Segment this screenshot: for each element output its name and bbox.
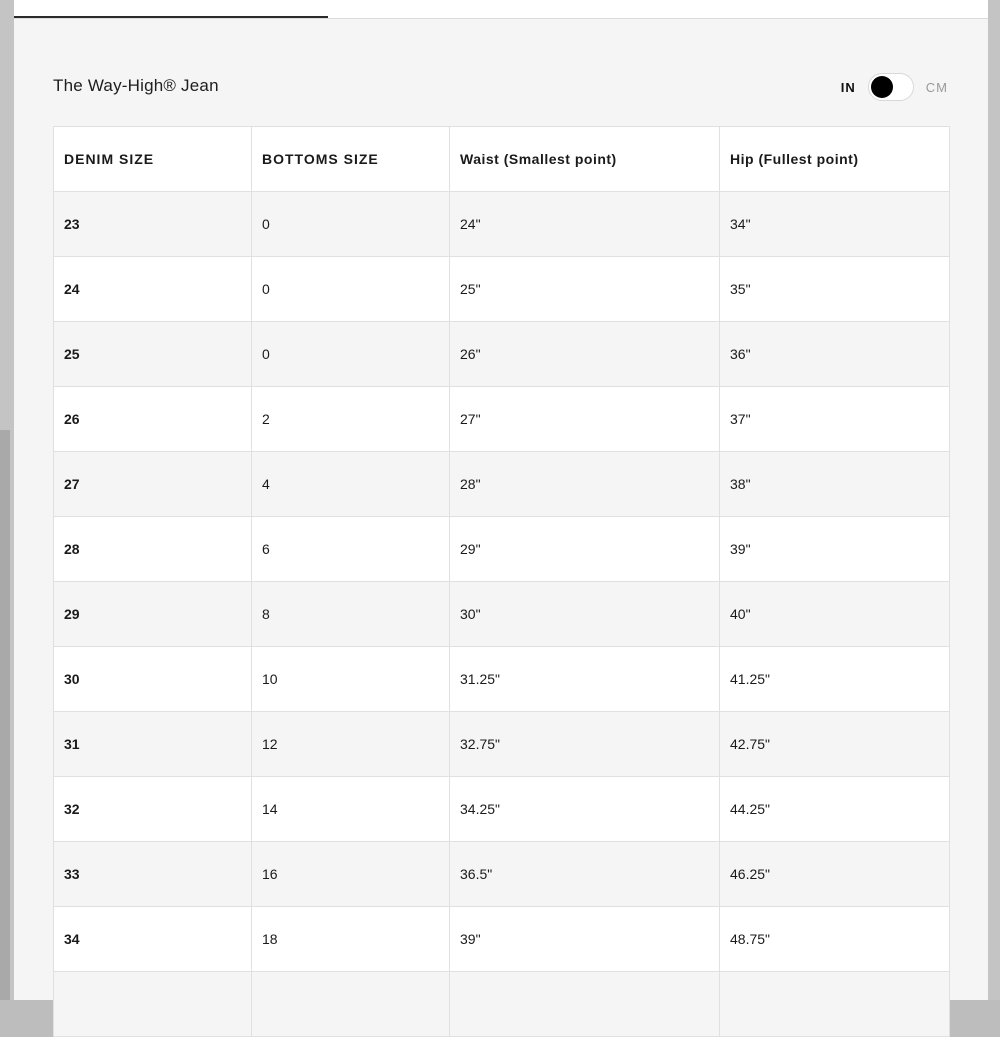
header-denim-size: DENIM SIZE [54, 127, 252, 192]
hip-cell [720, 972, 950, 1037]
bottoms-size-cell: 8 [252, 582, 450, 647]
denim-size-cell: 34 [54, 907, 252, 972]
unit-toggle [841, 72, 948, 102]
background-strip-left-lower [0, 430, 10, 1000]
table-row [54, 972, 950, 1037]
active-tab-underline[interactable] [14, 16, 328, 18]
size-chart-panel [14, 0, 988, 1000]
switch-knob [871, 76, 893, 98]
unit-switch[interactable] [868, 73, 914, 101]
hip-cell: 41.25" [720, 647, 950, 712]
denim-size-cell: 24 [54, 257, 252, 322]
waist-cell: 30" [450, 582, 720, 647]
table-row [54, 842, 950, 907]
bottoms-size-cell [252, 972, 450, 1037]
table-row [54, 907, 950, 972]
product-title: The Way-High® Jean [53, 76, 219, 95]
header-bottoms-size: BOTTOMS SIZE [252, 127, 450, 192]
denim-size-cell: 26 [54, 387, 252, 452]
table-row [54, 582, 950, 647]
size-table-wrapper [53, 126, 949, 1037]
header-hip: Hip (Fullest point) [720, 127, 950, 192]
waist-cell: 34.25" [450, 777, 720, 842]
unit-cm-label[interactable]: CM [925, 79, 948, 95]
table-header-row [54, 127, 950, 192]
bottoms-size-cell: 18 [252, 907, 450, 972]
table-row [54, 322, 950, 387]
waist-cell: 24" [450, 192, 720, 257]
hip-cell: 48.75" [720, 907, 950, 972]
waist-cell: 36.5" [450, 842, 720, 907]
denim-size-cell: 29 [54, 582, 252, 647]
waist-cell: 25" [450, 257, 720, 322]
denim-size-cell [54, 972, 252, 1037]
tab-bar [14, 0, 988, 19]
denim-size-cell: 23 [54, 192, 252, 257]
table-row [54, 192, 950, 257]
waist-cell: 31.25" [450, 647, 720, 712]
waist-cell [450, 972, 720, 1037]
waist-cell: 27" [450, 387, 720, 452]
header-waist: Waist (Smallest point) [450, 127, 720, 192]
hip-cell: 40" [720, 582, 950, 647]
hip-cell: 35" [720, 257, 950, 322]
hip-cell: 46.25" [720, 842, 950, 907]
bottoms-size-cell: 0 [252, 322, 450, 387]
bottoms-size-cell: 2 [252, 387, 450, 452]
bottoms-size-cell: 6 [252, 517, 450, 582]
table-row [54, 452, 950, 517]
hip-cell: 39" [720, 517, 950, 582]
denim-size-cell: 27 [54, 452, 252, 517]
denim-size-cell: 25 [54, 322, 252, 387]
bottoms-size-cell: 14 [252, 777, 450, 842]
bottoms-size-cell: 4 [252, 452, 450, 517]
table-row [54, 257, 950, 322]
hip-cell: 44.25" [720, 777, 950, 842]
denim-size-cell: 30 [54, 647, 252, 712]
unit-in-label[interactable]: IN [840, 79, 856, 95]
denim-size-cell: 31 [54, 712, 252, 777]
size-table [53, 126, 950, 1037]
table-row [54, 647, 950, 712]
hip-cell: 42.75" [720, 712, 950, 777]
bottoms-size-cell: 10 [252, 647, 450, 712]
hip-cell: 34" [720, 192, 950, 257]
waist-cell: 39" [450, 907, 720, 972]
denim-size-cell: 33 [54, 842, 252, 907]
waist-cell: 26" [450, 322, 720, 387]
table-row [54, 387, 950, 452]
table-row [54, 517, 950, 582]
waist-cell: 29" [450, 517, 720, 582]
table-body [54, 192, 950, 1037]
hip-cell: 37" [720, 387, 950, 452]
table-row [54, 777, 950, 842]
waist-cell: 28" [450, 452, 720, 517]
hip-cell: 38" [720, 452, 950, 517]
denim-size-cell: 28 [54, 517, 252, 582]
hip-cell: 36" [720, 322, 950, 387]
waist-cell: 32.75" [450, 712, 720, 777]
background-strip-right [988, 0, 1000, 1000]
table-row [54, 712, 950, 777]
denim-size-cell: 32 [54, 777, 252, 842]
bottoms-size-cell: 16 [252, 842, 450, 907]
bottoms-size-cell: 12 [252, 712, 450, 777]
bottoms-size-cell: 0 [252, 192, 450, 257]
bottoms-size-cell: 0 [252, 257, 450, 322]
